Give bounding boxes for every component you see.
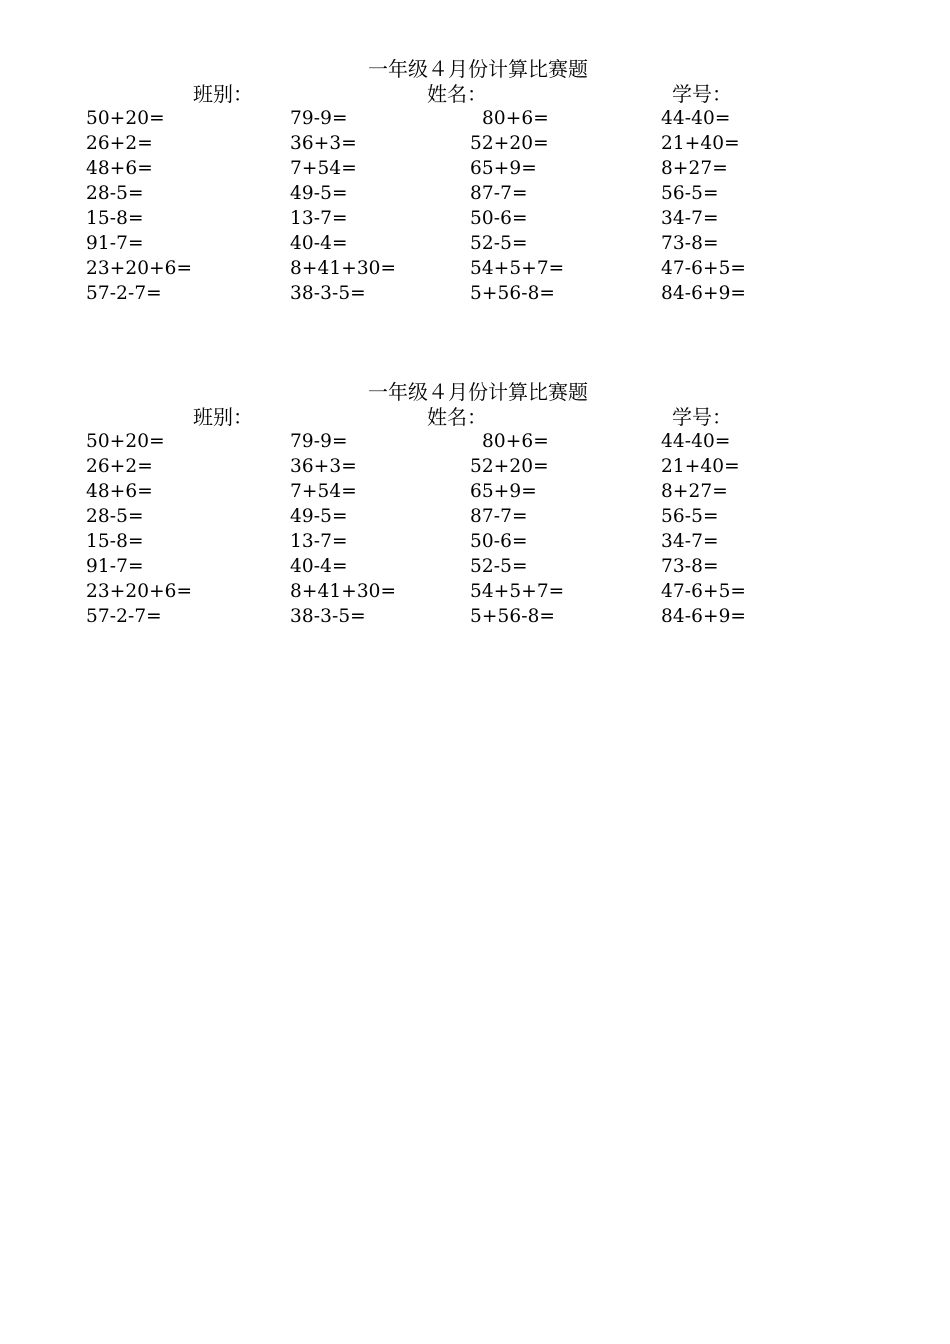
problem-item: 73-8= xyxy=(661,556,719,577)
problem-column-3 xyxy=(470,429,564,629)
problem-item: 28-5= xyxy=(86,183,144,204)
worksheet-title: 一年级４月份计算比赛题 xyxy=(368,380,588,404)
problem-item: 15-8= xyxy=(86,531,144,552)
problem-item: 79-9= xyxy=(290,108,348,129)
problem-item: 50-6= xyxy=(470,208,528,229)
problem-item: 13-7= xyxy=(290,531,348,552)
problem-item: 28-5= xyxy=(86,506,144,527)
problem-item: 21+40= xyxy=(661,133,740,154)
problem-item: 15-8= xyxy=(86,208,144,229)
problem-item: 47-6+5= xyxy=(661,581,747,602)
problem-item: 73-8= xyxy=(661,233,719,254)
problem-item: 54+5+7= xyxy=(470,258,565,279)
problem-column-2 xyxy=(290,429,396,629)
problem-item: 34-7= xyxy=(661,531,719,552)
problem-item: 38-3-5= xyxy=(290,283,366,304)
problem-item: 8+41+30= xyxy=(290,258,397,279)
student-id-label: 学号： xyxy=(672,82,732,106)
class-label: 班别： xyxy=(193,82,253,106)
problem-item: 23+20+6= xyxy=(86,581,193,602)
problem-item: 34-7= xyxy=(661,208,719,229)
problem-item: 50-6= xyxy=(470,531,528,552)
problem-item: 36+3= xyxy=(290,133,357,154)
problem-item: 80+6= xyxy=(482,108,549,129)
problem-item: 26+2= xyxy=(86,133,153,154)
name-label: 姓名： xyxy=(427,82,487,106)
problem-item: 57-2-7= xyxy=(86,283,162,304)
student-id-label: 学号： xyxy=(672,405,732,429)
problem-item: 7+54= xyxy=(290,158,357,179)
worksheet-1 xyxy=(0,52,950,312)
problem-item: 13-7= xyxy=(290,208,348,229)
worksheet-title: 一年级４月份计算比赛题 xyxy=(368,57,588,81)
problem-item: 7+54= xyxy=(290,481,357,502)
name-label: 姓名： xyxy=(427,405,487,429)
problem-item: 65+9= xyxy=(470,481,537,502)
problem-item: 52+20= xyxy=(470,133,549,154)
problem-item: 49-5= xyxy=(290,506,348,527)
problem-item: 40-4= xyxy=(290,233,348,254)
problem-column-2 xyxy=(290,106,396,306)
problem-item: 56-5= xyxy=(661,506,719,527)
problem-item: 44-40= xyxy=(661,108,731,129)
problem-item: 57-2-7= xyxy=(86,606,162,627)
problem-item: 8+41+30= xyxy=(290,581,397,602)
problem-column-3 xyxy=(470,106,564,306)
problem-item: 48+6= xyxy=(86,481,153,502)
worksheet-2 xyxy=(0,375,950,635)
problem-item: 8+27= xyxy=(661,158,728,179)
class-label: 班别： xyxy=(193,405,253,429)
problem-item: 23+20+6= xyxy=(86,258,193,279)
problem-column-4 xyxy=(661,106,746,306)
problem-item: 87-7= xyxy=(470,183,528,204)
problem-column-1 xyxy=(86,106,192,306)
problem-item: 54+5+7= xyxy=(470,581,565,602)
problem-item: 50+20= xyxy=(86,108,165,129)
problem-item: 50+20= xyxy=(86,431,165,452)
problem-item: 79-9= xyxy=(290,431,348,452)
problem-column-1 xyxy=(86,429,192,629)
problem-item: 56-5= xyxy=(661,183,719,204)
problem-item: 84-6+9= xyxy=(661,606,747,627)
problem-item: 52+20= xyxy=(470,456,549,477)
problem-item: 8+27= xyxy=(661,481,728,502)
problem-item: 80+6= xyxy=(482,431,549,452)
problem-item: 47-6+5= xyxy=(661,258,747,279)
problem-item: 65+9= xyxy=(470,158,537,179)
problem-item: 26+2= xyxy=(86,456,153,477)
problem-item: 52-5= xyxy=(470,233,528,254)
problem-item: 40-4= xyxy=(290,556,348,577)
problem-item: 38-3-5= xyxy=(290,606,366,627)
problem-item: 52-5= xyxy=(470,556,528,577)
problem-item: 44-40= xyxy=(661,431,731,452)
problem-item: 91-7= xyxy=(86,233,144,254)
problem-column-4 xyxy=(661,429,746,629)
problem-item: 91-7= xyxy=(86,556,144,577)
problem-item: 21+40= xyxy=(661,456,740,477)
problem-item: 36+3= xyxy=(290,456,357,477)
problem-item: 87-7= xyxy=(470,506,528,527)
problem-item: 5+56-8= xyxy=(470,606,556,627)
problem-item: 48+6= xyxy=(86,158,153,179)
problem-item: 5+56-8= xyxy=(470,283,556,304)
problem-item: 84-6+9= xyxy=(661,283,747,304)
problem-item: 49-5= xyxy=(290,183,348,204)
